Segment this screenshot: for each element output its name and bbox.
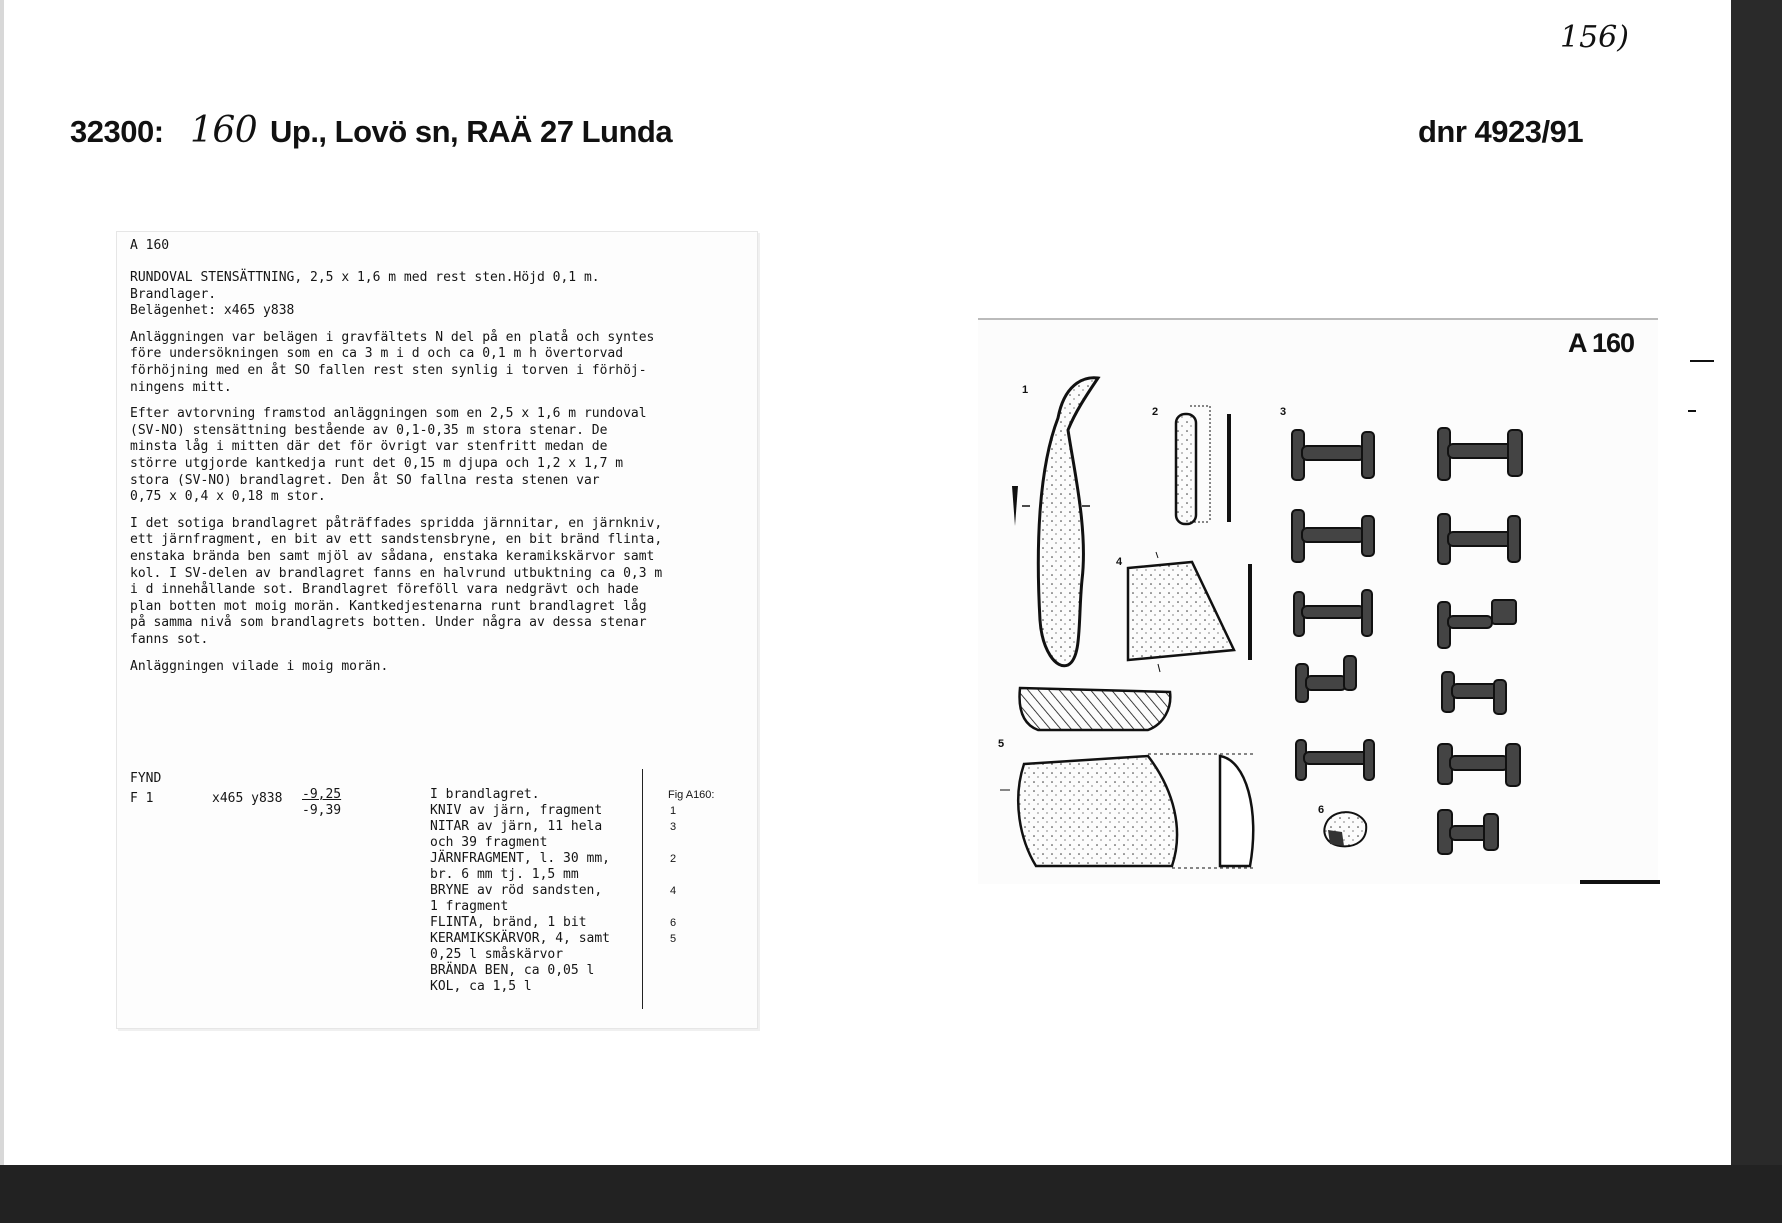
scan-mark (1688, 410, 1696, 412)
description-line: större utgjorde kantkedja runt det 0,15 m djupa och 1,2 x 1,7 m (130, 456, 624, 471)
description-line: minsta låg i mitten där det för övrigt var stenfritt medan de (130, 439, 608, 455)
find-number: F 1 (130, 791, 154, 806)
fig-label-4: 4 (1116, 556, 1123, 568)
find-description-line: FLINTA, bränd, 1 bit (430, 915, 587, 930)
registration-number: dnr 4923/91 (1418, 114, 1584, 149)
description-line: i d innehållande sot. Brandlagret föreföll vara nedgrävt och hade (130, 582, 639, 598)
fig-reference (670, 867, 676, 883)
description-line: I det sotiga brandlagret påträffades spridda järnnitar, en järnkniv, (130, 515, 663, 531)
description-line: ett järnfragment, en bit av ett sandstensbryne, en bit bränd flinta, (130, 532, 663, 548)
fig-reference: 1 (670, 805, 677, 817)
find-description-line: KOL, ca 1,5 l (430, 979, 532, 994)
find-description-line: br. 6 mm tj. 1,5 mm (430, 867, 579, 882)
scan-right-edge (1731, 0, 1782, 1223)
description-line: ningens mitt. (130, 379, 232, 395)
find-level-bottom: -9,39 (302, 803, 342, 818)
figure-title: A 160 (1567, 328, 1634, 358)
find-description-line: BRÄNDA BEN, ca 0,05 l (430, 963, 595, 978)
artifact-figure (978, 318, 1658, 884)
feature-id: A 160 (130, 238, 170, 253)
description-line: Belägenhet: x465 y838 (130, 303, 295, 319)
scan-bottom-edge (0, 1165, 1782, 1223)
fig-reference: 6 (670, 917, 677, 929)
find-description-line: I brandlagret. (430, 787, 540, 802)
fig-references (670, 803, 676, 995)
description-line: RUNDOVAL STENSÄTTNING, 2,5 x 1,6 m med rest sten.Höjd 0,1 m. (130, 270, 600, 285)
description-line: enstaka brända ben samt mjöl av sådana, enstaka keramikskärvor samt (130, 549, 655, 564)
fig-label-5: 5 (998, 738, 1005, 750)
flint-drawing (1324, 812, 1366, 846)
iron-fragment-drawing (1176, 406, 1231, 524)
fig-reference (670, 835, 676, 851)
fig-reference (670, 963, 676, 979)
figure-scale-rule (1580, 880, 1660, 884)
knife-drawing (1012, 378, 1098, 666)
description-line: förhöjning med en åt SO fallen rest sten synlig i torven i förhöj- (130, 363, 647, 378)
description-line: (SV-NO) stensättning bestående av 0,1-0,35 m stora stenar. De (130, 422, 608, 438)
fig-reference (670, 947, 676, 963)
find-level-top: -9,25 (302, 787, 342, 802)
find-description-line: BRYNE av röd sandsten, (430, 883, 603, 898)
find-description-line: KNIV av järn, fragment (430, 803, 603, 818)
artifact-drawings (978, 320, 1658, 884)
fig-label-1: 1 (1022, 384, 1029, 396)
whetstone-section-drawing (1020, 688, 1171, 730)
find-description-line: JÄRNFRAGMENT, l. 30 mm, (430, 851, 611, 866)
description-line: plan botten mot moig morän. Kantkedjestenarna runt brandlagret låg (130, 598, 647, 614)
description-line: före undersökningen som en ca 3 m i d och ca 0,1 m h övertorvad (130, 346, 624, 362)
description-line: på samma nivå som brandlagrets botten. Under några av dessa stenar (130, 615, 647, 631)
finds-heading: FYND (130, 771, 162, 786)
rivets-drawing (1292, 428, 1522, 854)
find-description-line: KERAMIKSKÄRVOR, 4, samt (430, 931, 611, 946)
fig-label-2: 2 (1152, 406, 1159, 418)
description-line: stora (SV-NO) brandlagret. Den åt SO fallna resta stenen var (130, 472, 600, 488)
find-description-line: 1 fragment (430, 899, 509, 914)
description-line: 0,75 x 0,4 x 0,18 m stor. (130, 489, 326, 505)
feature-description-card (116, 231, 758, 1029)
catalog-handwritten-number: 160 (190, 110, 258, 151)
find-coordinates: x465 y838 (212, 791, 283, 806)
site-location: Up., Lovö sn, RAÄ 27 Lunda (270, 114, 673, 149)
fig-reference (670, 979, 676, 995)
fig-label-3: 3 (1280, 406, 1287, 418)
pottery-sherd-drawing (1000, 754, 1254, 868)
description-line: Brandlager. (130, 286, 217, 302)
description-line: fanns sot. (130, 632, 209, 647)
find-description-line: och 39 fragment (430, 835, 548, 850)
scan-left-edge (0, 0, 4, 1223)
fig-reference: 3 (670, 821, 677, 833)
description-line: Anläggningen vilade i moig morän. (130, 658, 389, 674)
find-description-line: 0,25 l småskärvor (430, 947, 564, 962)
description-line: Anläggningen var belägen i gravfältets N del på en platå och syntes (130, 329, 655, 345)
description-line: kol. I SV-delen av brandlagret fanns en halvrund utbuktning ca 0,3 m (130, 565, 663, 581)
find-description-line: NITAR av järn, 11 hela (430, 819, 603, 834)
description-line: Efter avtorvning framstod anläggningen som en 2,5 x 1,6 m rundoval (130, 406, 647, 422)
catalog-id: 32300: (70, 114, 164, 149)
fig-heading: Fig A160: (668, 789, 715, 801)
fig-reference: 4 (670, 885, 677, 897)
fig-reference: 5 (670, 933, 677, 945)
fig-reference (670, 899, 676, 915)
scan-mark (1690, 360, 1714, 362)
handwritten-page-number: 156) (1560, 20, 1629, 55)
find-description (430, 787, 610, 995)
column-rule (642, 769, 643, 1009)
fig-label-6: 6 (1318, 804, 1325, 816)
fig-reference: 2 (670, 853, 677, 865)
whetstone-drawing (1128, 552, 1252, 672)
